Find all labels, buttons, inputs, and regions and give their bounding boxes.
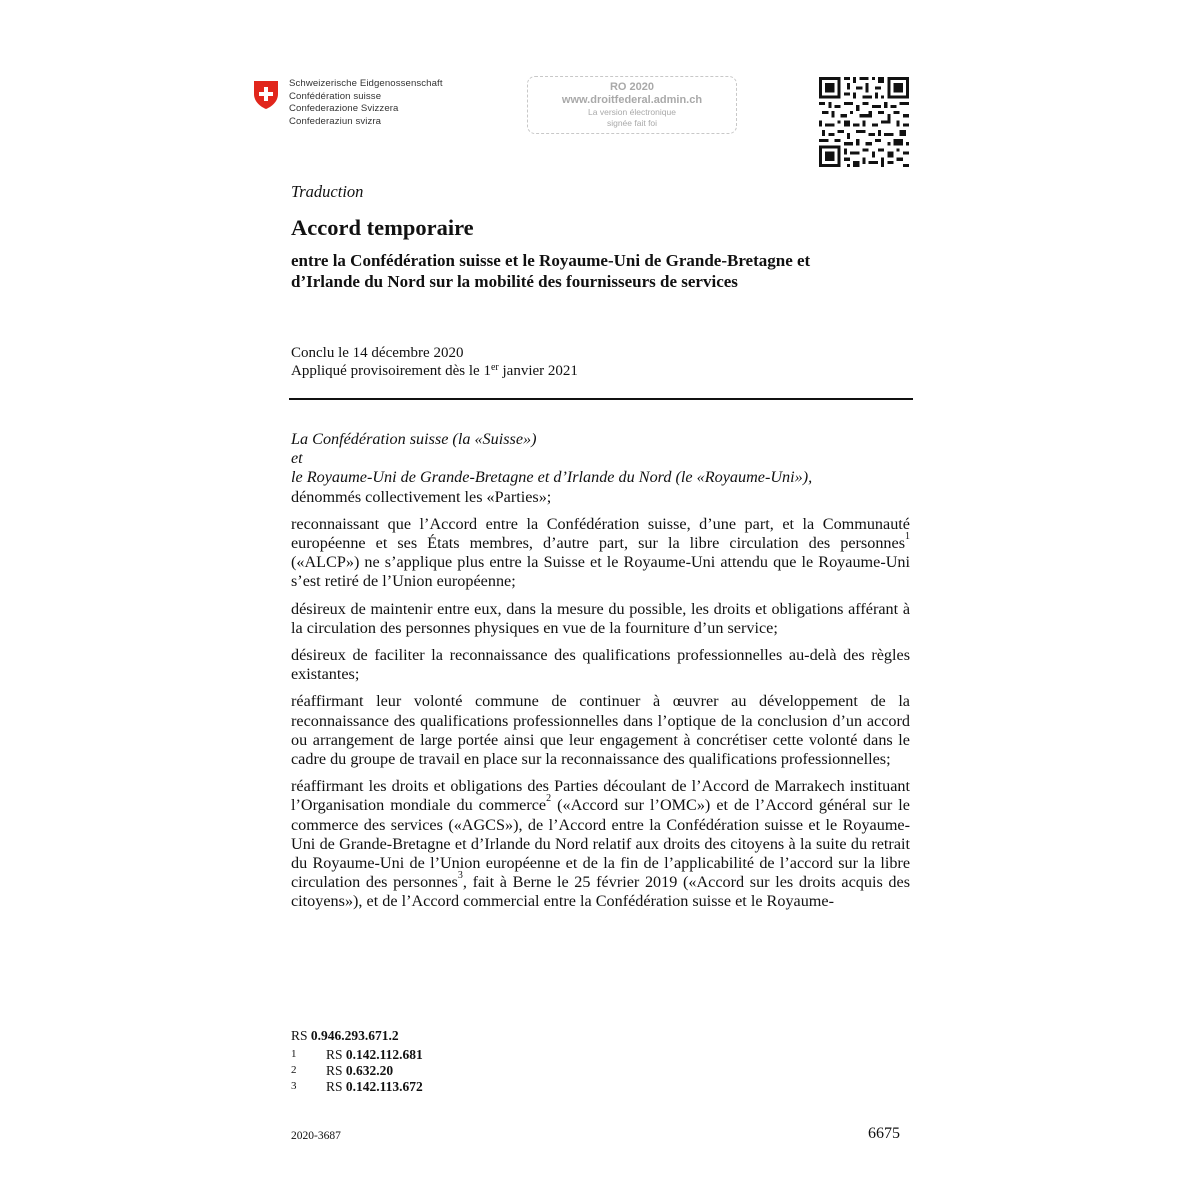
party-connector: et — [291, 449, 303, 468]
confed-name-rm: Confederaziun svizra — [289, 115, 382, 127]
recital-alcp: reconnaissant que l’Accord entre la Confédération suisse, d’une part, et la Communauté européenne et ses États membres, d’autre part, sur la libre circulation des personnes$^1$ («ALCP») ne s’applique plus entre la Suisse et le Royaume-Uni attendu que le Royaume-Uni s’est retiré de l’Union européenne; — [291, 514, 910, 591]
ro-stamp-note-2: signée fait foi — [606, 117, 658, 128]
party-united-kingdom: le Royaume-Uni de Grande-Bretagne et d’Irlande du Nord (le «Royaume-Uni»), — [291, 468, 813, 487]
rs-number: RS 0.946.293.671.2 — [291, 1028, 399, 1043]
footnote-ref-3: 3 — [457, 870, 463, 882]
qr-code-icon — [819, 77, 909, 167]
ro-stamp-ro: RO 2020 — [609, 81, 655, 93]
document-title: Accord temporaire — [291, 215, 474, 240]
page-number: 6675 — [868, 1125, 900, 1142]
recital-reaffirm-will: réaffirmant leur volonté commune de continuer à œuvrer au développement de la reconnaissance des qualifications professionnelles dans l’optique de la conclusion d’un accord ou arrangement de large portée ainsi que leur engagement à concrétiser cette volonté dans le cadre du groupe de travail en place sur la reconnaissance des qualifications professionnelles; — [291, 692, 910, 769]
translation-label: Traduction — [291, 182, 364, 201]
footnote-ref-2: 2 — [546, 793, 552, 805]
recital-facilitate-recognition: désireux de faciliter la reconnaissance des qualifications professionnelles au-delà des règles existantes; — [291, 646, 910, 684]
footnote-2: 2 RS 0.632.20 — [291, 1063, 394, 1078]
preamble-parties — [291, 430, 910, 507]
ro-stamp-note-1: La version électronique — [588, 107, 676, 117]
title-divider — [289, 398, 913, 400]
footnote-3: 3 RS 0.142.113.672 — [291, 1079, 423, 1094]
conclusion-dates — [291, 344, 911, 380]
swiss-cross-shield-icon — [253, 80, 279, 110]
parties-collective: dénommés collectivement les «Parties»; — [291, 487, 552, 506]
confed-name-de: Schweizerische Eidgenossenschaft — [289, 78, 443, 89]
party-switzerland: La Confédération suisse (la «Suisse») — [291, 430, 537, 448]
document-subtitle: entre la Confédération suisse et le Royaume-Uni de Grande-Bretagne et d’Irlande du Nord sur la mobilité des fournisseurs de services — [291, 251, 811, 291]
document-number: 2020-3687 — [291, 1130, 341, 1142]
recital-maintain-rights: désireux de maintenir entre eux, dans la mesure du possible, les droits et obligations afférant à la circulation des personnes physiques en vue de la fourniture d’un service; — [291, 599, 910, 637]
ro-stamp-url: www.droitfederal.admin.ch — [561, 94, 703, 106]
preamble — [291, 430, 910, 920]
confed-name-fr: Confédération suisse — [289, 90, 382, 102]
footnote-ref-1: 1 — [905, 531, 910, 543]
confed-name-it: Confederazione Svizzera — [289, 103, 399, 115]
confederation-names — [289, 78, 443, 128]
confederation-logo-block — [253, 78, 443, 128]
ro-stamp — [527, 76, 737, 134]
footnote-1: 1 RS 0.142.112.681 — [291, 1047, 423, 1062]
concluded-date: Conclu le 14 décembre 2020 — [291, 345, 464, 361]
recital-reaffirm-rights: réaffirmant les droits et obligations des Parties découlant de l’Accord de Marrakech instituant l’Organisation mondiale du commerce$^2$ («Accord sur l’OMC») et de l’Accord général sur le commerce des services («AGCS»), de l’Accord entre la Confédération suisse et le Royaume-Uni de Grande-Bretagne et d’Irlande du Nord relatif aux droits des citoyens à la suite du retrait du Royaume-Uni de l’Union européenne et de la fin de l’applicabilité de l’accord sur la libre circulation des personnes$^3$, fait à Berne le 25 février 2019 («Accord sur les droits acquis des citoyens»), et de l’Accord commercial entre la Confédération suisse et le Royaume- — [291, 777, 910, 911]
applied-date: Appliqué provisoirement dès le 1er janvier 2021 — [291, 362, 578, 379]
